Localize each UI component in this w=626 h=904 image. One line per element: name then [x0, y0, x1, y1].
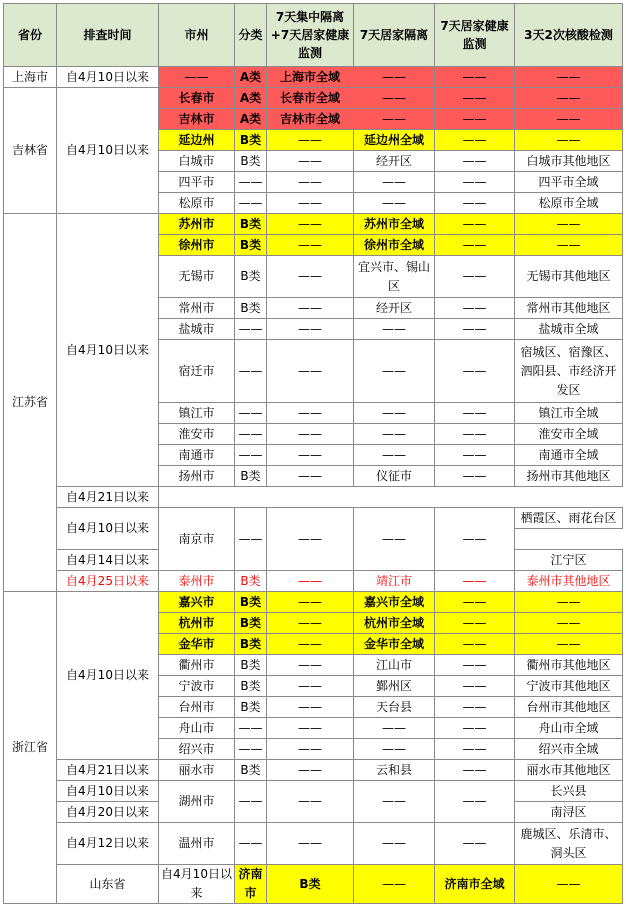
- header-category: 分类: [235, 4, 267, 67]
- table-cell: ——: [235, 193, 267, 214]
- table-cell: ——: [354, 781, 435, 823]
- table-cell: 徐州市: [159, 235, 235, 256]
- table-cell: 南通市全域: [515, 445, 623, 466]
- table-cell: A类: [235, 88, 267, 109]
- table-cell: ——: [354, 88, 435, 109]
- table-cell: 白城市其他地区: [515, 151, 623, 172]
- table-cell: B类: [235, 634, 267, 655]
- table-cell: ——: [267, 718, 354, 739]
- table-cell: ——: [354, 718, 435, 739]
- table-cell: 常州市: [159, 298, 235, 319]
- table-row: [4, 823, 623, 865]
- table-cell: ——: [235, 739, 267, 760]
- table-cell: 自4月20日以来: [57, 802, 159, 823]
- table-cell: 长春市: [159, 88, 235, 109]
- table-cell: 松原市全域: [515, 193, 623, 214]
- table-cell: ——: [267, 340, 354, 403]
- table-cell: ——: [267, 151, 354, 172]
- table-cell: 四平市: [159, 172, 235, 193]
- table-cell: 衢州市: [159, 655, 235, 676]
- table-cell: ——: [267, 508, 354, 571]
- table-cell: 宿迁市: [159, 340, 235, 403]
- header-city: 市州: [159, 4, 235, 67]
- table-cell: ——: [515, 67, 623, 88]
- table-cell: ——: [354, 865, 435, 904]
- table-cell: ——: [515, 214, 623, 235]
- table-cell: ——: [515, 109, 623, 130]
- table-cell: ——: [435, 130, 515, 151]
- table-cell: ——: [267, 235, 354, 256]
- table-cell: ——: [354, 172, 435, 193]
- table-cell: 丽水市: [159, 760, 235, 781]
- table-cell: ——: [515, 634, 623, 655]
- table-cell: 南通市: [159, 445, 235, 466]
- table-cell: ——: [267, 424, 354, 445]
- table-cell: 鹿城区、乐清市、洞头区: [515, 823, 623, 865]
- table-cell: 杭州市: [159, 613, 235, 634]
- table-row: [4, 487, 623, 508]
- table-cell: 宁波市其他地区: [515, 676, 623, 697]
- table-cell: ——: [354, 445, 435, 466]
- table-cell: ——: [235, 508, 267, 571]
- table-cell: 江宁区: [515, 550, 623, 571]
- table-cell: 常州市其他地区: [515, 298, 623, 319]
- table-cell: ——: [515, 592, 623, 613]
- table-cell: ——: [235, 172, 267, 193]
- table-cell: ——: [435, 697, 515, 718]
- table-cell: 宿城区、宿豫区、泗阳县、市经济开发区: [515, 340, 623, 403]
- table-cell: ——: [354, 424, 435, 445]
- table-cell: ——: [435, 634, 515, 655]
- table-cell: 无锡市其他地区: [515, 256, 623, 298]
- table-cell: ——: [159, 67, 235, 88]
- table-cell: 自4月10日以来: [57, 508, 159, 550]
- table-cell: ——: [354, 508, 435, 571]
- table-cell: ——: [435, 613, 515, 634]
- table-row: [4, 592, 623, 613]
- table-cell: 自4月21日以来: [57, 760, 159, 781]
- table-row: [4, 760, 623, 781]
- table-cell: 上海市: [4, 67, 57, 88]
- table-cell: ——: [435, 319, 515, 340]
- table-cell: ——: [354, 109, 435, 130]
- table-cell: ——: [267, 298, 354, 319]
- table-cell: ——: [435, 235, 515, 256]
- table-cell: 经开区: [354, 151, 435, 172]
- table-cell: B类: [235, 214, 267, 235]
- table-cell: ——: [267, 571, 354, 592]
- header-nucleic-test: 3天2次核酸检测: [515, 4, 623, 67]
- table-cell: ——: [235, 340, 267, 403]
- table-cell: 自4月10日以来: [57, 67, 159, 88]
- table-cell: 无锡市: [159, 256, 235, 298]
- table-cell: ——: [435, 760, 515, 781]
- table-cell: 上海市全域: [267, 67, 354, 88]
- header-home-isolation: 7天居家隔离: [354, 4, 435, 67]
- table-cell: 鄞州区: [354, 676, 435, 697]
- table-cell: 金华市全域: [354, 634, 435, 655]
- table-cell: ——: [435, 67, 515, 88]
- table-cell: ——: [515, 613, 623, 634]
- table-cell: ——: [267, 760, 354, 781]
- table-cell: B类: [235, 613, 267, 634]
- table-body: [4, 67, 623, 904]
- table-row: [4, 865, 623, 904]
- table-cell: ——: [435, 340, 515, 403]
- table-cell: 南浔区: [515, 802, 623, 823]
- table-cell: 淮安市全域: [515, 424, 623, 445]
- table-cell: ——: [267, 256, 354, 298]
- table-cell: ——: [267, 592, 354, 613]
- table-cell: 苏州市: [159, 214, 235, 235]
- table-cell: 山东省: [57, 865, 159, 904]
- table-cell: 台州市: [159, 697, 235, 718]
- table-cell: ——: [515, 865, 623, 904]
- table-cell: 长春市全域: [267, 88, 354, 109]
- table-cell: ——: [267, 403, 354, 424]
- table-cell: 淮安市: [159, 424, 235, 445]
- table-cell: ——: [267, 193, 354, 214]
- table-cell: 扬州市其他地区: [515, 466, 623, 487]
- table-cell: 自4月10日以来: [57, 88, 159, 214]
- table-cell: B类: [235, 571, 267, 592]
- table-cell: B类: [235, 151, 267, 172]
- table-cell: 嘉兴市全域: [354, 592, 435, 613]
- table-cell: ——: [267, 319, 354, 340]
- table-cell: ——: [435, 718, 515, 739]
- table-cell: 四平市全域: [515, 172, 623, 193]
- table-cell: ——: [435, 151, 515, 172]
- table-cell: 扬州市: [159, 466, 235, 487]
- table-cell: ——: [435, 739, 515, 760]
- table-cell: ——: [354, 193, 435, 214]
- table-cell: 自4月10日以来: [57, 781, 159, 802]
- table-cell: B类: [235, 697, 267, 718]
- table-cell: 南京市: [159, 508, 235, 571]
- table-cell: 白城市: [159, 151, 235, 172]
- table-cell: ——: [515, 235, 623, 256]
- table-cell: ——: [435, 256, 515, 298]
- table-cell: 自4月10日以来: [159, 865, 235, 904]
- table-cell: B类: [235, 130, 267, 151]
- table-cell: 天台县: [354, 697, 435, 718]
- table-cell: ——: [267, 172, 354, 193]
- table-cell: 靖江市: [354, 571, 435, 592]
- table-cell: ——: [354, 739, 435, 760]
- table-cell: 延边州: [159, 130, 235, 151]
- table-cell: ——: [267, 697, 354, 718]
- table-cell: ——: [435, 676, 515, 697]
- header-home-monitoring: 7天居家健康监测: [435, 4, 515, 67]
- table-cell: 仪征市: [354, 466, 435, 487]
- table-cell: ——: [435, 781, 515, 823]
- table-cell: ——: [267, 823, 354, 865]
- table-cell: 自4月12日以来: [57, 823, 159, 865]
- table-cell: 江山市: [354, 655, 435, 676]
- table-cell: 湖州市: [159, 781, 235, 823]
- table-cell: ——: [435, 403, 515, 424]
- table-cell: 温州市: [159, 823, 235, 865]
- table-cell: B类: [235, 676, 267, 697]
- table-cell: 绍兴市全域: [515, 739, 623, 760]
- table-cell: ——: [354, 403, 435, 424]
- table-cell: 自4月14日以来: [57, 550, 159, 571]
- table-cell: 经开区: [354, 298, 435, 319]
- table-cell: A类: [235, 67, 267, 88]
- table-cell: ——: [235, 781, 267, 823]
- table-cell: ——: [435, 193, 515, 214]
- table-cell: A类: [235, 109, 267, 130]
- table-cell: 江苏省: [4, 214, 57, 592]
- table-cell: ——: [267, 445, 354, 466]
- table-cell: ——: [354, 67, 435, 88]
- table-cell: 自4月25日以来: [57, 571, 159, 592]
- table-cell: B类: [235, 466, 267, 487]
- table-cell: 丽水市其他地区: [515, 760, 623, 781]
- table-cell: 泰州市: [159, 571, 235, 592]
- table-cell: ——: [435, 823, 515, 865]
- table-cell: 镇江市全域: [515, 403, 623, 424]
- table-row: [4, 67, 623, 88]
- table-cell: ——: [435, 88, 515, 109]
- table-cell: 松原市: [159, 193, 235, 214]
- table-cell: 自4月10日以来: [57, 592, 159, 760]
- table-cell: ——: [435, 655, 515, 676]
- control-area-table: [3, 3, 623, 904]
- header-centralized-isolation: 7天集中隔离+7天居家健康监测: [267, 4, 354, 67]
- table-cell: B类: [235, 592, 267, 613]
- header-province: 省份: [4, 4, 57, 67]
- table-cell: ——: [435, 592, 515, 613]
- table-cell: ——: [435, 109, 515, 130]
- table-cell: 盐城市全域: [515, 319, 623, 340]
- table-cell: ——: [267, 466, 354, 487]
- table-row: [4, 214, 623, 235]
- table-cell: 延边州全域: [354, 130, 435, 151]
- table-cell: ——: [235, 718, 267, 739]
- table-cell: ——: [435, 571, 515, 592]
- table-cell: 嘉兴市: [159, 592, 235, 613]
- table-cell: ——: [354, 319, 435, 340]
- table-cell: 宁波市: [159, 676, 235, 697]
- table-cell: ——: [515, 130, 623, 151]
- table-cell: 徐州市全域: [354, 235, 435, 256]
- table-cell: ——: [235, 823, 267, 865]
- table-cell: ——: [354, 823, 435, 865]
- table-cell: B类: [235, 298, 267, 319]
- table-cell: 盐城市: [159, 319, 235, 340]
- table-cell: ——: [435, 466, 515, 487]
- table-cell: 吉林省: [4, 88, 57, 214]
- table-cell: 吉林市: [159, 109, 235, 130]
- table-cell: ——: [267, 676, 354, 697]
- table-cell: ——: [435, 508, 515, 571]
- table-cell: 济南市: [235, 865, 267, 904]
- table-cell: ——: [435, 424, 515, 445]
- table-cell: 济南市全域: [435, 865, 515, 904]
- table-cell: 宜兴市、锡山区: [354, 256, 435, 298]
- table-cell: ——: [235, 319, 267, 340]
- header-check-time: 排查时间: [57, 4, 159, 67]
- table-cell: ——: [235, 403, 267, 424]
- table-cell: B类: [235, 760, 267, 781]
- table-cell: ——: [267, 130, 354, 151]
- table-cell: ——: [235, 445, 267, 466]
- table-cell: ——: [235, 424, 267, 445]
- table-cell: 栖霞区、雨花台区: [515, 508, 623, 529]
- table-cell: 吉林市全域: [267, 109, 354, 130]
- table-cell: 衢州市其他地区: [515, 655, 623, 676]
- table-cell: 长兴县: [515, 781, 623, 802]
- table-cell: ——: [515, 88, 623, 109]
- table-cell: 舟山市全域: [515, 718, 623, 739]
- table-cell: 泰州市其他地区: [515, 571, 623, 592]
- table-cell: 自4月10日以来: [57, 214, 159, 487]
- table-row: [4, 571, 623, 592]
- table-cell: 台州市其他地区: [515, 697, 623, 718]
- table-cell: B类: [235, 256, 267, 298]
- table-cell: 舟山市: [159, 718, 235, 739]
- table-row: [4, 508, 623, 529]
- table-cell: B类: [235, 235, 267, 256]
- table-row: [4, 781, 623, 802]
- table-cell: ——: [267, 655, 354, 676]
- table-cell: ——: [354, 340, 435, 403]
- table-cell: B类: [235, 655, 267, 676]
- table-cell: ——: [267, 781, 354, 823]
- table-cell: ——: [435, 445, 515, 466]
- table-cell: B类: [267, 865, 354, 904]
- table-cell: 金华市: [159, 634, 235, 655]
- table-cell: 镇江市: [159, 403, 235, 424]
- table-cell: ——: [267, 739, 354, 760]
- table-cell: 苏州市全域: [354, 214, 435, 235]
- table-cell: ——: [435, 298, 515, 319]
- table-cell: ——: [267, 613, 354, 634]
- table-cell: 绍兴市: [159, 739, 235, 760]
- table-cell: 云和县: [354, 760, 435, 781]
- table-cell: 浙江省: [4, 592, 57, 904]
- table-header-row: [4, 4, 623, 67]
- table-cell: 自4月21日以来: [57, 487, 159, 508]
- table-cell: ——: [267, 634, 354, 655]
- table-cell: ——: [435, 172, 515, 193]
- table-cell: ——: [435, 214, 515, 235]
- table-cell: ——: [267, 214, 354, 235]
- table-row: [4, 88, 623, 109]
- table-cell: 杭州市全域: [354, 613, 435, 634]
